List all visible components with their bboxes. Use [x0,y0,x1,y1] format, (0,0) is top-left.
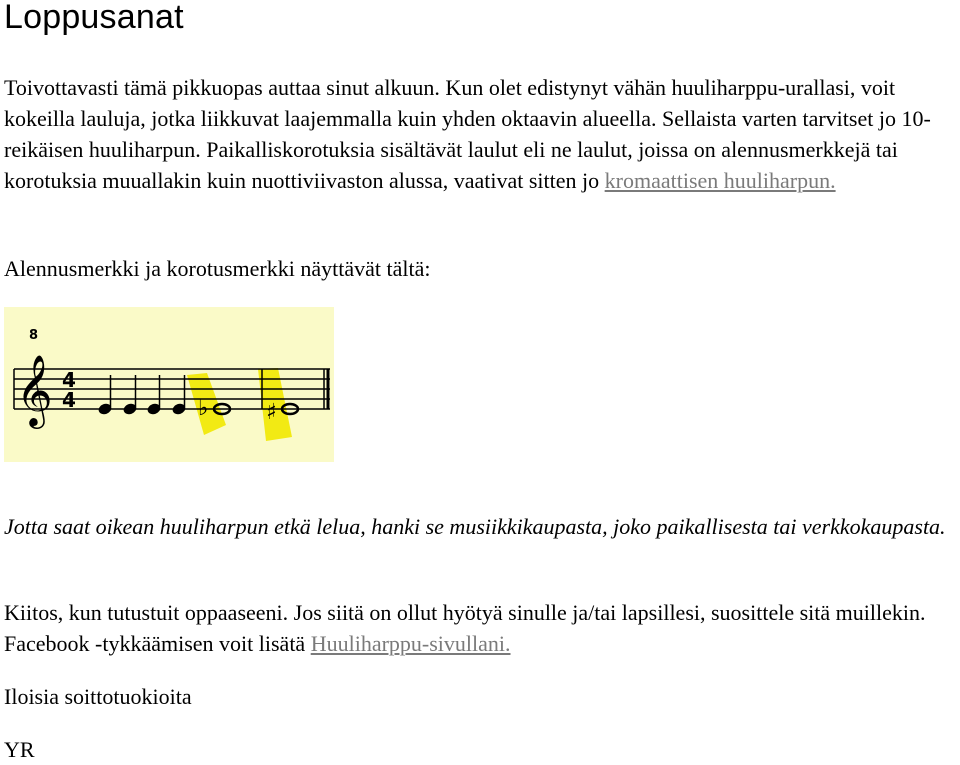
signature: YR [4,737,35,762]
note [123,375,137,415]
note [147,375,161,415]
accidentals-intro: Alennusmerkki ja korotusmerkki näyttävät tältä: [4,256,431,281]
sharp-sign: ♯ [266,400,277,425]
time-signature-top: 4 [62,368,76,392]
staff-svg [4,307,334,462]
closing-line: Iloisia soittotuokioita [4,684,192,709]
harmonica-page-link[interactable]: Huuliharppu-sivullani. [310,631,511,656]
note [172,375,186,415]
intro-text: Toivottavasti tämä pikkuopas auttaa sinut alkuun. Kun olet edistynyt vähän huuliharppu-urallasi, voit kokeilla lauluja, jotka liikkuvat laajemmalla kuin yhden oktaavin alueella. Sellaista varten tarvitset jo 10-reikäisen huuliharpun. Paikalliskorotuksia sisältävät laulut eli ne laulut, joissa on alennusmerkkejä tai korotuksia muuallakin kuin nuottiviivaston alussa, vaativat sitten jo [4,75,931,193]
thanks-text: Kiitos, kun tutustuit oppaaseeni. Jos siitä on ollut hyötyä sinulle ja/tai lapsillesi, suosittele sitä muillekin. Facebook -tykkäämisen voit lisätä [4,600,926,656]
thanks-paragraph [4,597,956,659]
intro-paragraph [4,72,956,196]
page-title: Loppusanat [4,0,184,36]
music-notation-figure [4,307,334,462]
purchase-tip: Jotta saat oikean huuliharpun etkä lelua, hanki se musiikkikaupasta, joko paikallisesta tai verkkokaupasta. [4,514,946,539]
chromatic-harmonica-link[interactable]: kromaattisen huuliharpun. [604,168,836,193]
note [98,375,112,415]
clef-octave-mark: 8 [29,328,39,343]
time-signature-bottom: 4 [62,388,76,412]
flat-sign: ♭ [198,396,209,421]
treble-clef: 𝄞 [16,353,53,426]
